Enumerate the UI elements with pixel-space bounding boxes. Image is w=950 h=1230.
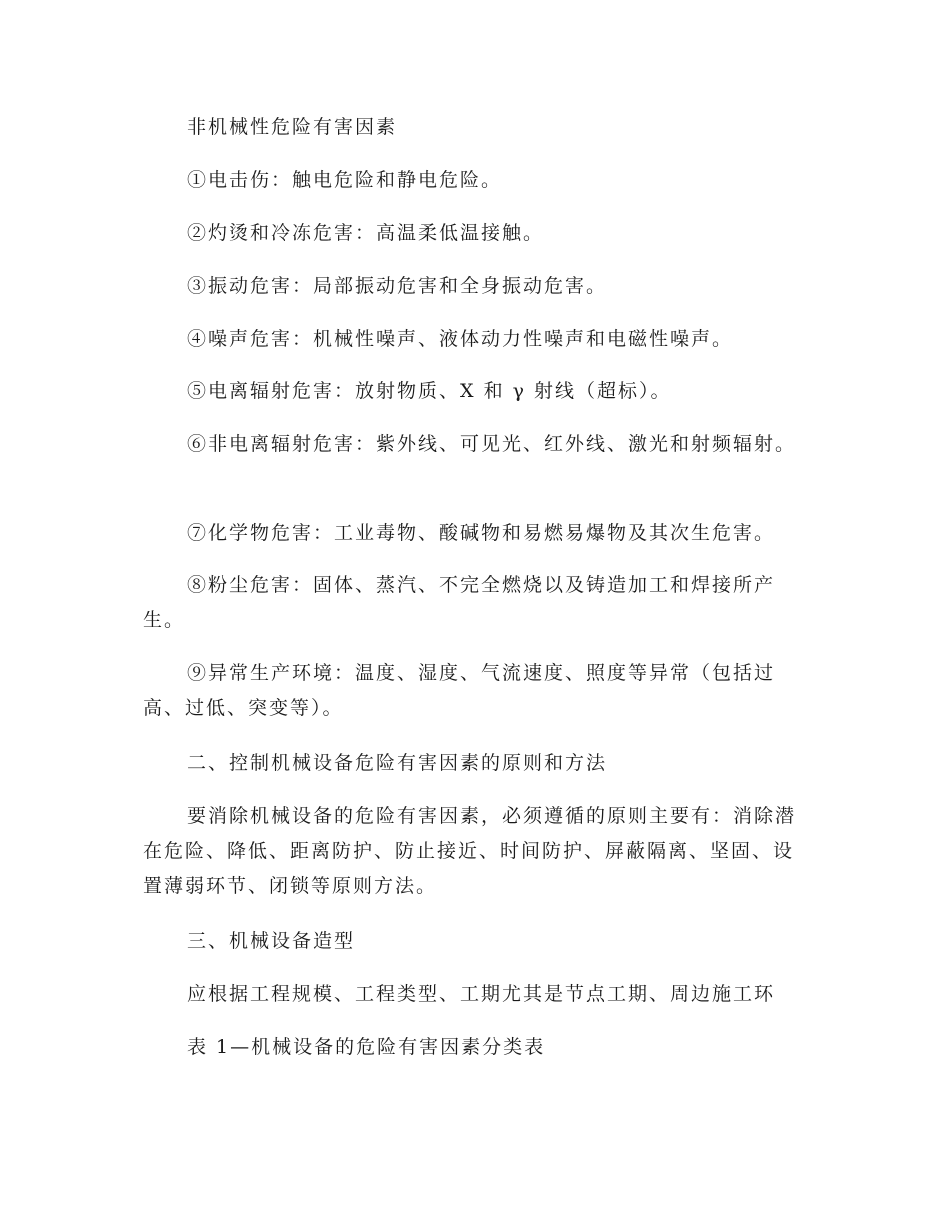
section-heading-3: 三、机械设备造型 — [187, 930, 356, 952]
paragraph-item-2: ②灼烫和冷冻危害：高温柔低温接触。 — [187, 222, 545, 244]
paragraph-selection: 应根据工程规模、工程类型、工期尤其是节点工期、周边施工环 — [187, 983, 776, 1005]
paragraph-item-9: ⑨异常生产环境：温度、湿度、气流速度、照度等异常（包括过高、过低、突变等）。 — [143, 662, 776, 719]
paragraph-item-5: ⑤电离辐射危害：放射物质、X 和 γ 射线（超标）。 — [187, 380, 672, 402]
paragraph-principles: 要消除机械设备的危险有害因素，必须遵循的原则主要有：消除潜在危险、降低、距离防护、防止接近、时间防护、屏蔽隔离、坚固、设置薄弱环节、闭锁等原则方法。 — [143, 805, 797, 897]
paragraph-item-1: ①电击伤：触电危险和静电危险。 — [187, 169, 503, 191]
paragraph-item-3: ③振动危害：局部振动危害和全身振动危害。 — [187, 275, 608, 297]
paragraph-item-7: ⑦化学物危害：工业毒物、酸碱物和易燃易爆物及其次生危害。 — [187, 522, 776, 544]
paragraph-item-6: ⑥非电离辐射危害：紫外线、可见光、红外线、激光和射频辐射。 — [187, 433, 797, 455]
paragraph-item-8: ⑧粉尘危害：固体、蒸汽、不完全燃烧以及铸造加工和焊接所产生。 — [143, 574, 776, 631]
paragraph-item-4: ④噪声危害：机械性噪声、液体动力性噪声和电磁性噪声。 — [187, 328, 734, 350]
paragraph-heading-non-mechanical: 非机械性危险有害因素 — [187, 116, 398, 138]
section-heading-2: 二、控制机械设备危险有害因素的原则和方法 — [187, 752, 608, 774]
table-caption: 表 1—机械设备的危险有害因素分类表 — [187, 1036, 546, 1058]
